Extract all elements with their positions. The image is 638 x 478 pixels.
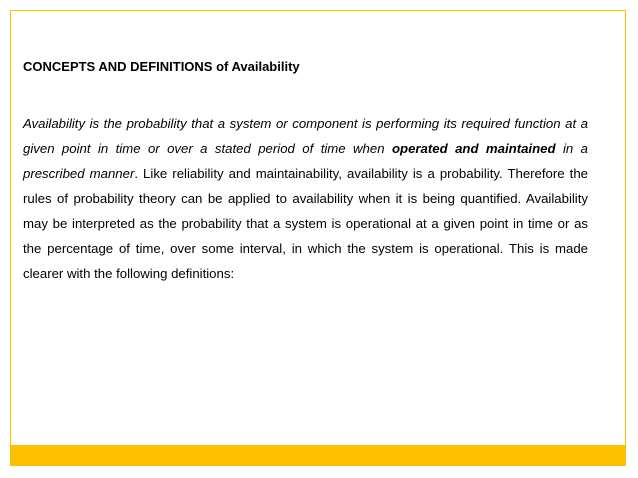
paragraph-emphasis: operated and maintained	[391, 141, 556, 156]
body-paragraph	[23, 111, 588, 286]
slide-heading: CONCEPTS AND DEFINITIONS of Availability	[23, 59, 300, 74]
paragraph-body: . Like reliability and maintainability, availability is a probability. Therefore the rules of probability theory can be applied to availability when it is being quantified. Availability may be interpreted as the probability that a system is operational at a given point in time or as the percentage of time, over some interval, in which the system is operational. This is made clearer with the following definitions:	[23, 166, 588, 281]
footer-accent-bar	[11, 445, 625, 465]
paragraph-italic-tail: in a prescribed manner	[23, 141, 588, 181]
slide	[10, 10, 626, 466]
paragraph-italic-intro: Availability is the probability that a system or component is performing its required function at a given point in time or over a stated period of time when	[23, 116, 588, 156]
